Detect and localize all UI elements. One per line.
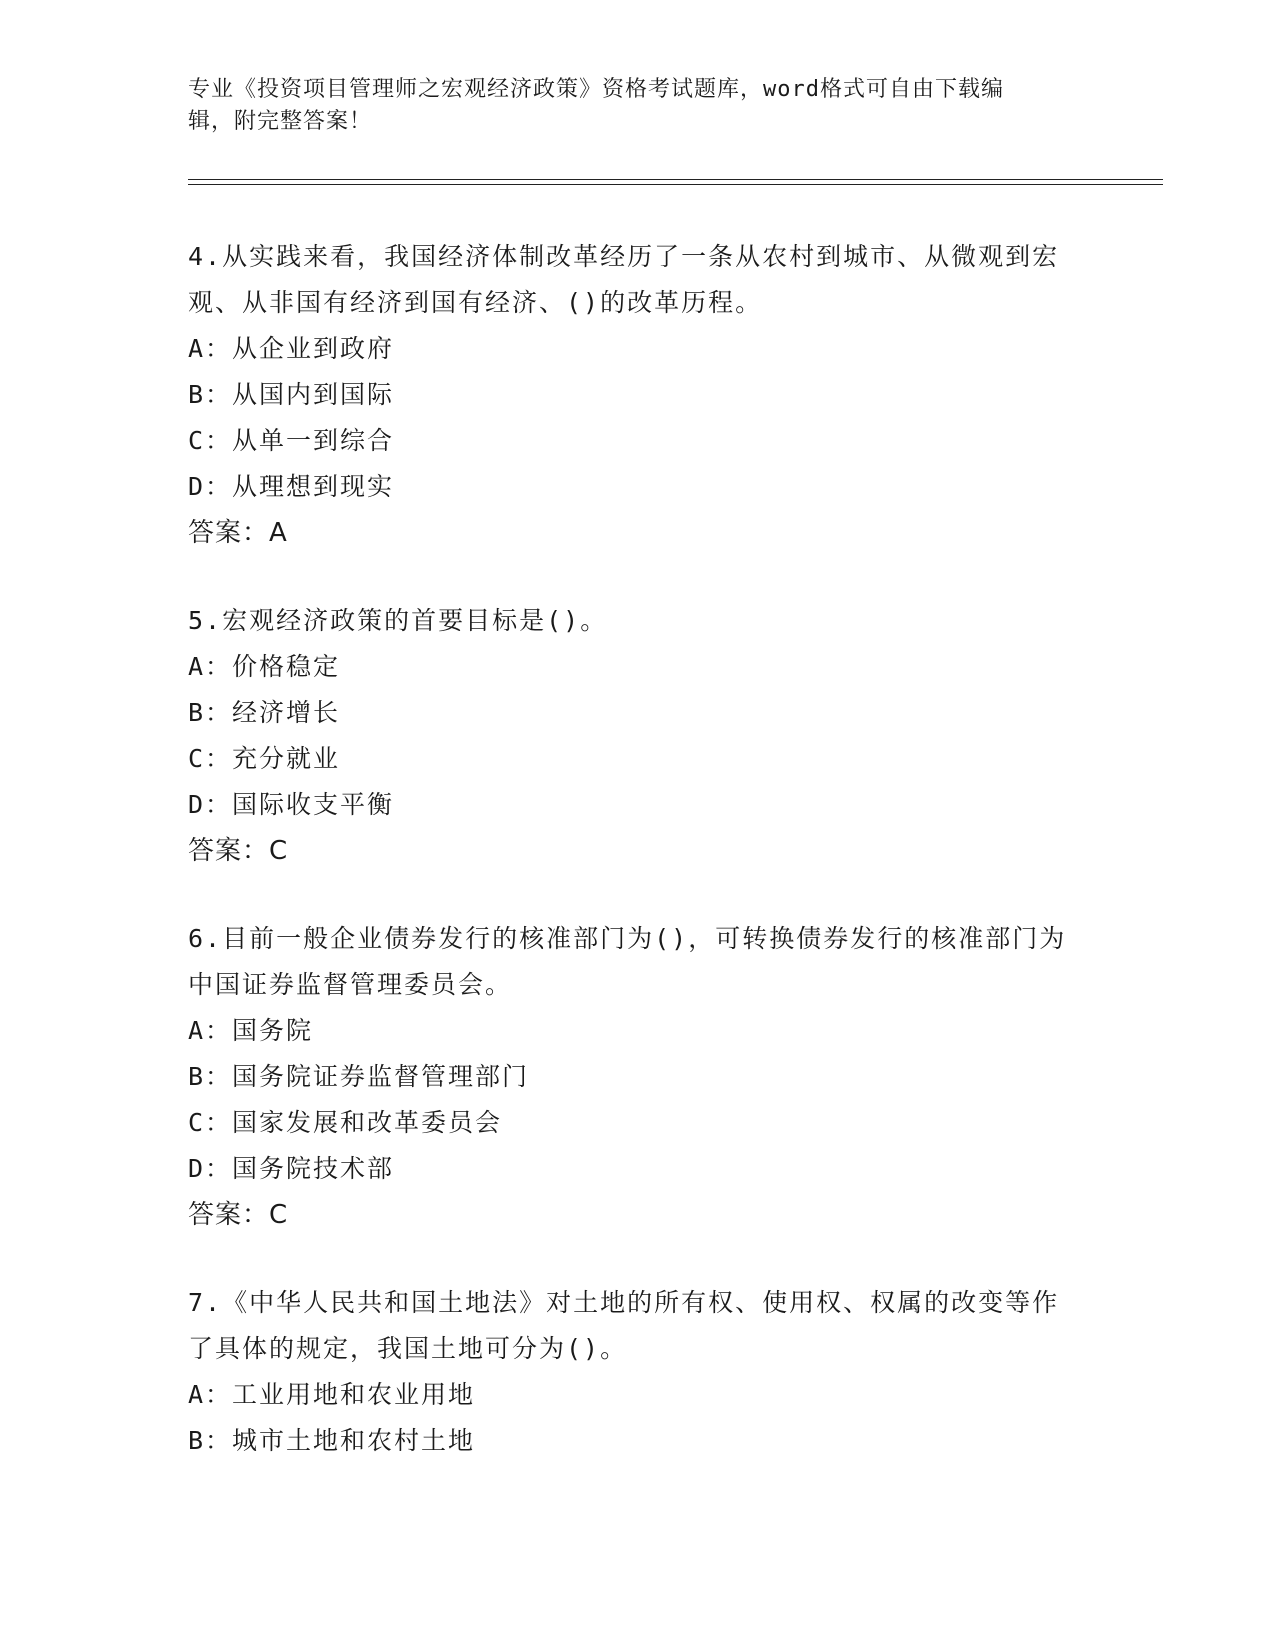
option-letter: A：: [188, 1380, 233, 1409]
option-text: 国家发展和改革委员会: [232, 1108, 503, 1137]
option-letter: A：: [188, 1016, 233, 1045]
option-text: 国务院证券监督管理部门: [232, 1062, 530, 1091]
header-divider-top: [188, 179, 1163, 180]
option-letter: B：: [188, 1426, 233, 1455]
option-c: [188, 418, 1068, 464]
option-a: [188, 1008, 1068, 1054]
option-text: 从单一到综合: [232, 426, 395, 455]
option-text: 城市土地和农村土地: [232, 1426, 476, 1455]
option-b: [188, 372, 1068, 418]
option-letter: A：: [188, 652, 233, 681]
question-stem: 6.目前一般企业债券发行的核准部门为()，可转换债券发行的核准部门为中国证券监督管理委员会。: [188, 924, 1067, 999]
option-text: 国务院技术部: [232, 1154, 395, 1183]
option-letter: A：: [188, 334, 233, 363]
question-stem: 5.宏观经济政策的首要目标是()。: [188, 606, 608, 635]
question-stem: 4.从实践来看，我国经济体制改革经历了一条从农村到城市、从微观到宏观、从非国有经济到国有经济、()的改革历程。: [188, 242, 1060, 317]
option-letter: D：: [188, 790, 233, 819]
option-text: 国际收支平衡: [232, 790, 395, 819]
answer-line: 答案：C: [188, 1200, 289, 1230]
question-block: [188, 916, 1068, 1238]
option-text: 国务院: [232, 1016, 314, 1045]
option-letter: C：: [188, 1108, 233, 1137]
option-letter: B：: [188, 1062, 233, 1091]
option-a: [188, 1372, 1068, 1418]
option-text: 从理想到现实: [232, 472, 395, 501]
header-divider-bottom: [188, 184, 1163, 185]
option-text: 充分就业: [232, 744, 341, 773]
option-text: 工业用地和农业用地: [232, 1380, 476, 1409]
header-line-2: 辑，附完整答案！: [188, 109, 373, 134]
option-text: 价格稳定: [232, 652, 341, 681]
option-text: 从国内到国际: [232, 380, 395, 409]
option-d: [188, 782, 1068, 828]
question-block: [188, 598, 1068, 874]
option-c: [188, 736, 1068, 782]
answer-line: 答案：A: [188, 518, 288, 548]
option-letter: D：: [188, 472, 233, 501]
option-text: 从企业到政府: [232, 334, 395, 363]
option-d: [188, 464, 1068, 510]
option-b: [188, 690, 1068, 736]
option-c: [188, 1100, 1068, 1146]
option-a: [188, 644, 1068, 690]
option-letter: D：: [188, 1154, 233, 1183]
option-text: 经济增长: [232, 698, 341, 727]
option-d: [188, 1146, 1068, 1192]
question-block: [188, 234, 1068, 556]
answer-line: 答案：C: [188, 836, 289, 866]
option-a: [188, 326, 1068, 372]
option-letter: C：: [188, 744, 233, 773]
option-b: [188, 1418, 1068, 1464]
document-header: [188, 74, 1088, 138]
header-line-1: 专业《投资项目管理师之宏观经济政策》资格考试题库，word格式可自由下载编: [188, 77, 1004, 102]
option-b: [188, 1054, 1068, 1100]
question-stem: 7.《中华人民共和国土地法》对土地的所有权、使用权、权属的改变等作了具体的规定，我国土地可分为()。: [188, 1288, 1060, 1363]
option-letter: C：: [188, 426, 233, 455]
question-block: [188, 1280, 1068, 1464]
option-letter: B：: [188, 698, 233, 727]
option-letter: B：: [188, 380, 233, 409]
